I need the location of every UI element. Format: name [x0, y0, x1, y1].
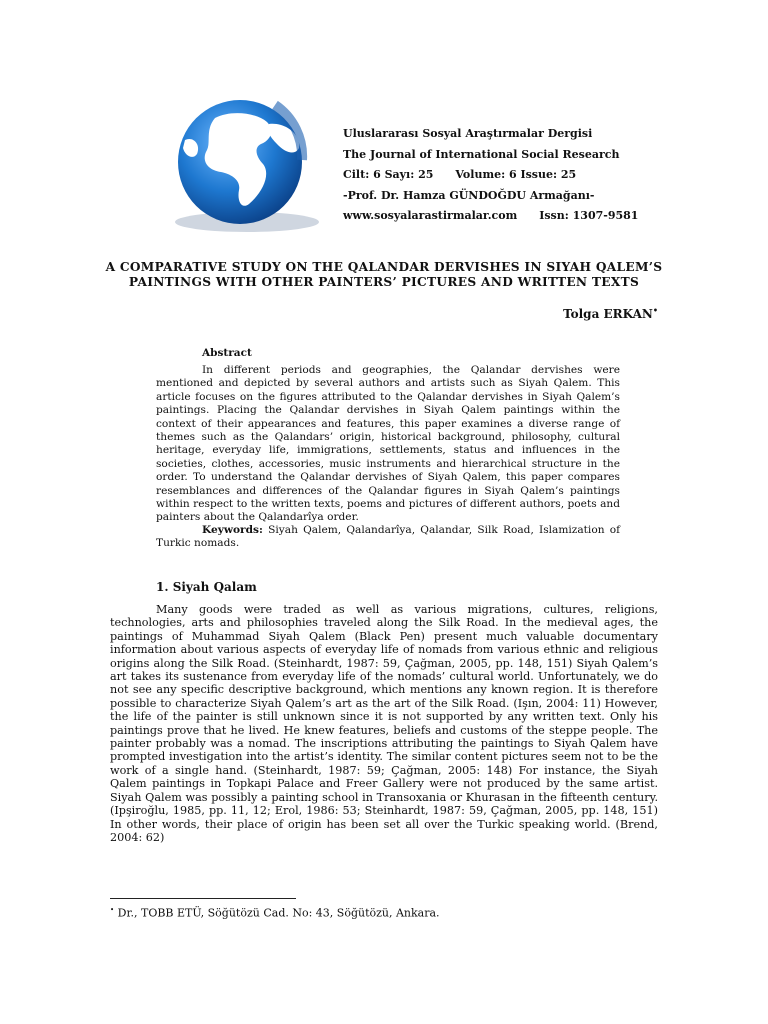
journal-info	[343, 124, 638, 227]
journal-name-tr: Uluslararası Sosyal Araştırmalar Dergisi	[343, 127, 593, 140]
author-name	[563, 305, 658, 321]
footnote-text: Dr., TOBB ETÜ, Söğütözü Cad. No: 43, Söğütözü, Ankara.	[114, 906, 440, 920]
section-heading: 1. Siyah Qalam	[156, 580, 257, 594]
journal-header	[145, 100, 645, 240]
author-text: Tolga ERKAN	[563, 307, 653, 321]
journal-issue	[343, 165, 638, 186]
footnote-divider	[110, 898, 296, 899]
article-title	[100, 260, 668, 290]
issue-en: Volume: 6 Issue: 25	[455, 168, 577, 181]
author-footnote-mark: •	[652, 305, 658, 315]
keywords-label: Keywords:	[202, 524, 263, 536]
section-body: Many goods were traded as well as various migrations, cultures, religions, technologies, arts and philosophies traveled along the Silk Road. In the medieval ages, the paintings of Muhammad Siyah Qalem (Black Pen) present much valuable documentary information about various aspects of everyday life of nomads from various ethnic and religious origins along the Silk Road. (Steinhardt, 1987: 59, Çağman, 2005, pp. 148, 151) Siyah Qalem’s art takes its sustenance from everyday life of the nomads’ cultural world. Unfortunately, we do not see any specific descriptive background, which mentions any known region. It is therefore possible to characterize Siyah Qalem’s art as the art of the Silk Road. (Işın, 2004: 11) However, the life of the painter is still unknown since it is not supported by any written text. Only his paintings prove that he lived. He knew features, beliefs and customs of the steppe people. The painter probably was a nomad. The inscriptions attributing the paintings to Siyah Qalem have prompted investigation into the artist’s identity. The similar content pictures seem not to be the work of a single hand. (Steinhardt, 1987: 59; Çağman, 2005: 148) For instance, the Siyah Qalem paintings in Topkapi Palace and Freer Gallery were not produced by the same artist. Siyah Qalem was possibly a painting school in Transoxania or Khurasan in the fifteenth century. (Ipşiroğlu, 1985, pp. 11, 12; Erol, 1986: 53; Steinhardt, 1987: 59, Çağman, 2005, pp. 148, 151) In other words, their place of origin has been set all over the Turkic speaking world. (Brend, 2004: 62)	[110, 603, 658, 844]
title-line-1: A COMPARATIVE STUDY ON THE QALANDAR DERVISHES IN SIYAH QALEM’S	[105, 260, 663, 274]
journal-name-en: The Journal of International Social Research	[343, 147, 620, 161]
footnote-mark: •	[110, 906, 115, 914]
journal-issn: Issn: 1307-9581	[539, 209, 639, 222]
abstract-text: In different periods and geographies, the Qalandar dervishes were mentioned and depicted by several authors and artists such as Siyah Qalem. This article focuses on the figures attributed to the Qalandar dervishes in Siyah Qalem’s paintings. Placing the Qalandar dervishes in Siyah Qalem paintings within the context of their appearances and features, this paper examines a diverse range of themes such as the Qalandars’ origin, historical background, philosophy, cultural heritage, everyday life, immigrations, settlements, status and influences in the societies, clothes, accessories, music instruments and hierarchical structure in the order. To understand the Qalandar dervishes of Siyah Qalem, this paper compares resemblances and differences of the Qalandar figures in Siyah Qalem’s paintings within respect to the written texts, poems and pictures of different authors, poets and painters about the Qalandarîya order.	[156, 364, 620, 524]
abstract-heading: Abstract	[202, 347, 252, 359]
globe-logo	[145, 100, 335, 238]
footnote	[110, 906, 440, 920]
journal-web-issn	[343, 206, 638, 227]
journal-website: www.sosyalarastirmalar.com	[343, 209, 518, 222]
issue-tr: Cilt: 6 Sayı: 25	[343, 168, 434, 181]
keywords-text: Siyah Qalem, Qalandarîya, Qalandar, Silk Road, Islamization of Turkic nomads.	[156, 524, 621, 550]
title-line-2: PAINTINGS WITH OTHER PAINTERS’ PICTURES AND WRITTEN TEXTS	[128, 275, 640, 289]
keywords	[156, 524, 620, 551]
journal-tribute: -Prof. Dr. Hamza GÜNDOĞDU Armağanı-	[343, 188, 595, 202]
